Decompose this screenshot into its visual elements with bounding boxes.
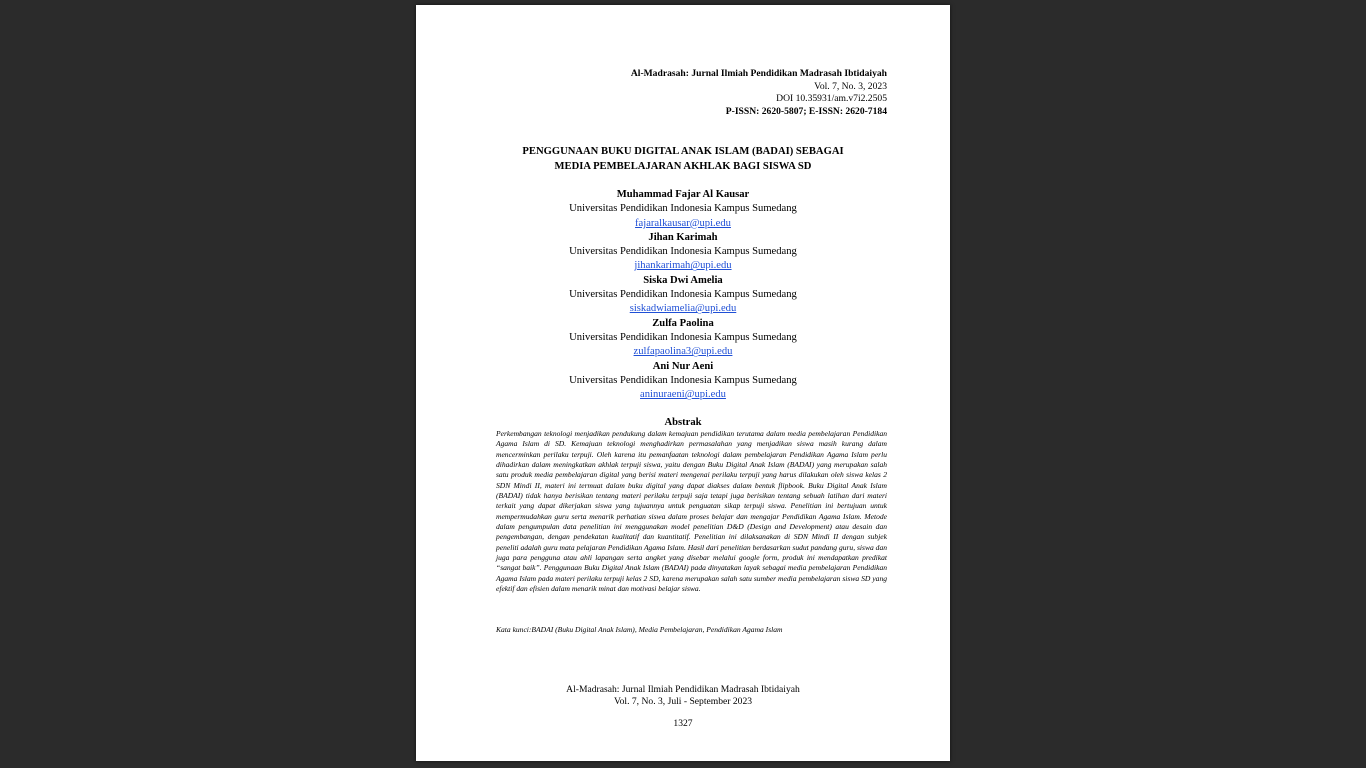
author-list — [416, 188, 950, 402]
author-block — [416, 188, 950, 231]
journal-doi: DOI 10.35931/am.v7i2.2505 — [776, 93, 887, 104]
author-email-link[interactable]: fajaralkausar@upi.edu — [635, 217, 731, 229]
journal-volume: Vol. 7, No. 3, 2023 — [814, 80, 887, 92]
paper-title-line-2: MEDIA PEMBELAJARAN AKHLAK BAGI SISWA SD — [554, 160, 812, 172]
page-number: 1327 — [673, 718, 693, 729]
author-name: Muhammad Fajar Al Kausar — [616, 189, 750, 200]
journal-name: Al-Madrasah: Jurnal Ilmiah Pendidikan Madrasah Ibtidaiyah — [630, 68, 887, 79]
author-affiliation: Universitas Pendidikan Indonesia Kampus Sumedang — [569, 331, 797, 343]
author-name: Ani Nur Aeni — [652, 360, 714, 372]
paper-title-line-1: PENGGUNAAN BUKU DIGITAL ANAK ISLAM (BADAI) SEBAGAI — [522, 146, 844, 157]
author-name: Zulfa Paolina — [652, 317, 714, 329]
author-affiliation: Universitas Pendidikan Indonesia Kampus Sumedang — [569, 246, 797, 258]
author-name: Jihan Karimah — [648, 231, 718, 243]
author-name: Siska Dwi Amelia — [643, 274, 723, 286]
author-block — [416, 360, 950, 403]
document-page — [416, 5, 950, 761]
page-footer — [416, 684, 950, 708]
author-affiliation: Universitas Pendidikan Indonesia Kampus Sumedang — [569, 289, 797, 301]
author-affiliation: Universitas Pendidikan Indonesia Kampus Sumedang — [569, 203, 797, 215]
abstract-text: Perkembangan teknologi menjadikan pendukung dalam kemajuan pendidikan terutama dalam media pembelajaran Pendidikan Agama Islam di SD. Kemajuan teknologi menghadirkan permasalahan yang menjadikan siswa masih kurang dalam mencerminkan perilaku terpuji. Oleh karena itu pemanfaatan teknologi dalam pembelajaran Pendidikan Agama Islam perlu dihadirkan dalam meningkatkan akhlak terpuji siswa, yaitu dengan Buku Digital Anak Islam (BADAI) yang merupakan salah satu produk media pembelajaran digital yang berisi materi mengenai perilaku terpuji yang harus dilakukan oleh siswa kelas 2 SDN Mindi II, materi ini termuat dalam buku digital yang dapat diakses dalam bentuk flipbook. Buku Digital Anak Islam (BADAI) tidak hanya berisikan tentang materi perilaku terpuji saja tetapi juga berisikan tentang sebuah latihan dari materi terkait yang dapat dikerjakan siswa yang tujuannya untuk penguatan sikap terpuji siswa. Penelitian ini bertujuan untuk mempermudahkan guru serta menarik perhatian siswa dalam proses belajar dan mengajar Pendidikan Agama Islam. Metode dalam pengumpulan data penelitian ini menggunakan model penelitian D&D (Design and Development) atau desain dan pengembangan, dengan pendekatan kualitatif dan kuantitatif. Penelitian ini dilaksanakan di SDN Mindi II dengan subjek peneliti adalah guru mata pelajaran Pendidikan Agama Islam. Hasil dari penelitian berdasarkan sudut pandang guru, siswa dan juga para pengguna atau ahli lapangan serta angket yang disebar melalui google form, produk ini mendapatkan predikat “sangat baik”. Penggunaan Buku Digital Anak Islam (BADAI) pada dinyatakan layak sebagai media pembelajaran Pendidikan Agama Islam pada materi perilaku terpuji kelas 2 SD, karena merupakan salah satu sumber media pembelajaran siswa SD yang efektif dan efisien dalam menarik minat dan motivasi belajar siswa. — [496, 429, 887, 594]
journal-header — [631, 68, 887, 118]
author-email-link[interactable]: jihankarimah@upi.edu — [634, 260, 732, 272]
footer-journal-name: Al-Madrasah: Jurnal Ilmiah Pendidikan Madrasah Ibtidaiyah — [566, 684, 800, 695]
keywords: Kata kunci:BADAI (Buku Digital Anak Islam), Media Pembelajaran, Pendidikan Agama Islam — [496, 625, 783, 634]
author-email-link[interactable]: zulfapaolina3@upi.edu — [633, 346, 733, 358]
journal-issn: P-ISSN: 2620-5807; E-ISSN: 2620-7184 — [725, 105, 887, 117]
author-email-link[interactable]: siskadwiamelia@upi.edu — [629, 303, 737, 315]
author-affiliation: Universitas Pendidikan Indonesia Kampus Sumedang — [569, 374, 797, 386]
author-email-link[interactable]: aninuraeni@upi.edu — [640, 389, 726, 401]
footer-issue: Vol. 7, No. 3, Juli - September 2023 — [613, 696, 753, 707]
author-block — [416, 274, 950, 317]
author-block — [416, 231, 950, 274]
abstract-heading: Abstrak — [664, 417, 702, 428]
paper-title — [416, 145, 950, 174]
author-block — [416, 317, 950, 360]
